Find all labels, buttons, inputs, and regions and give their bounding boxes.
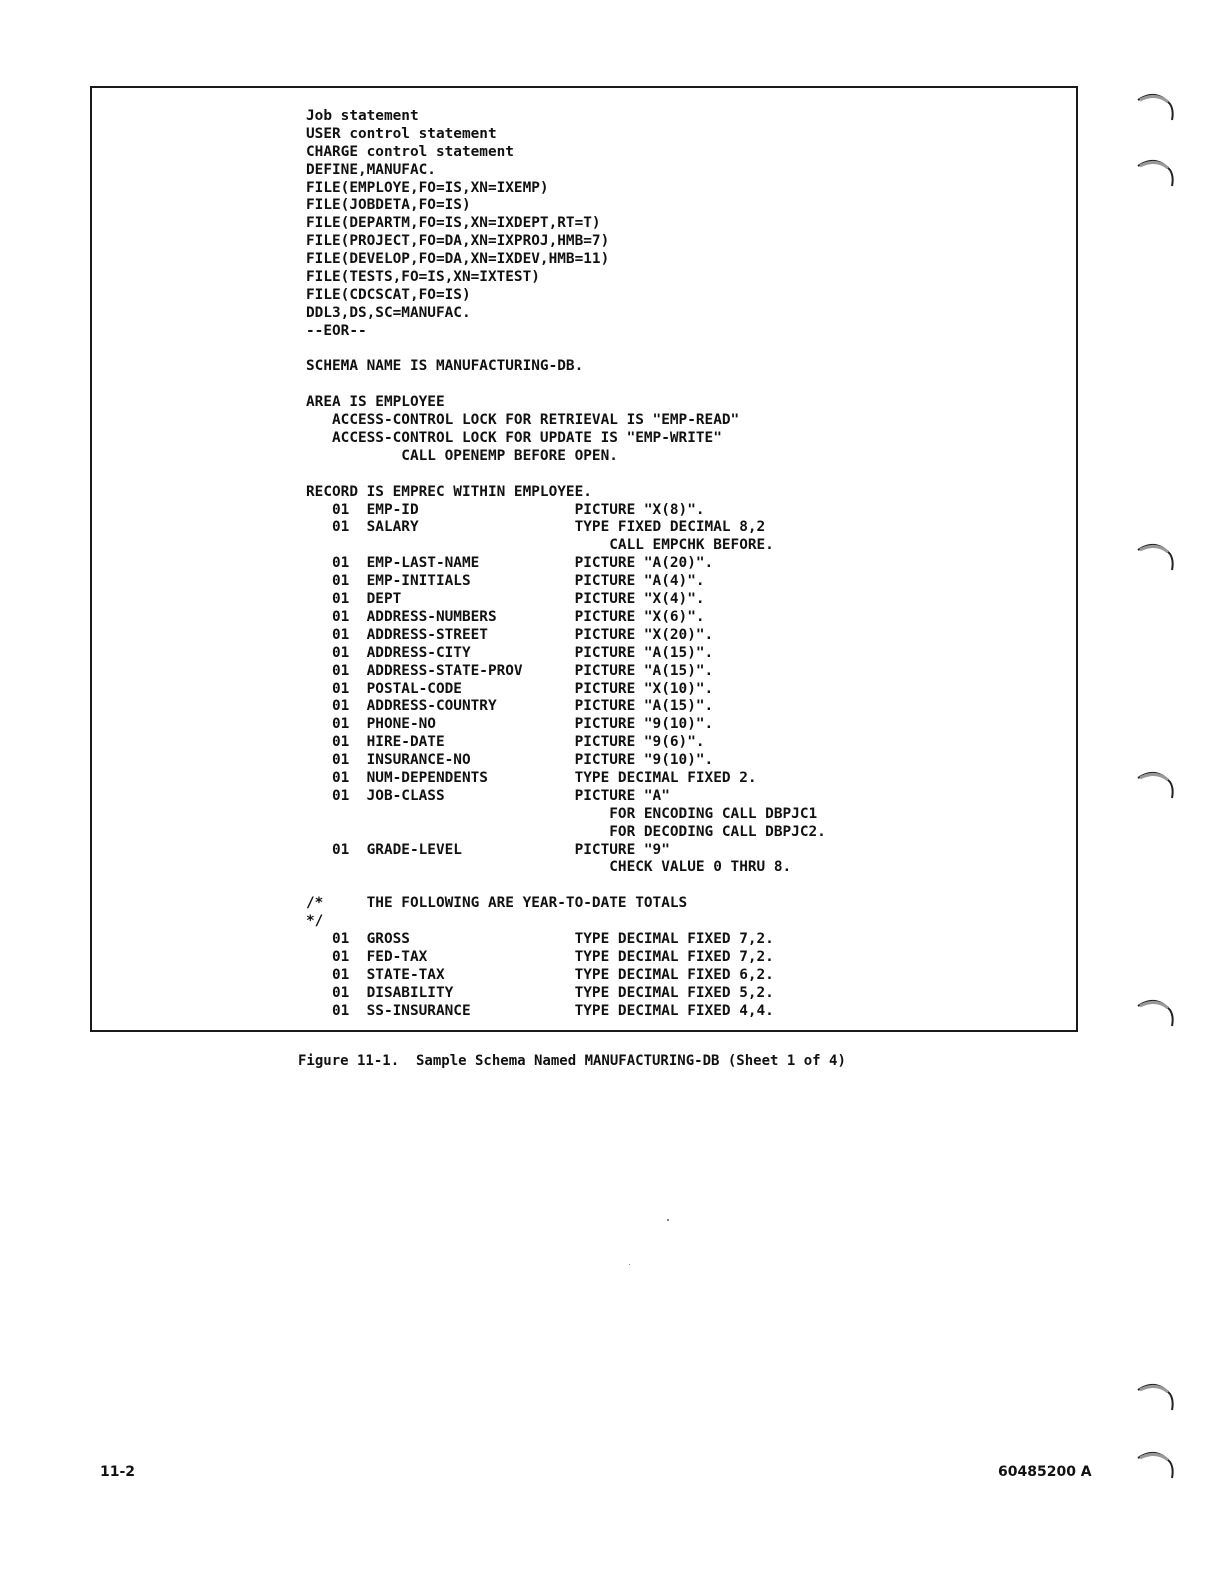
binder-ring-mark bbox=[1134, 1380, 1178, 1414]
code-line: RECORD IS EMPREC WITHIN EMPLOYEE. bbox=[306, 483, 592, 500]
code-line: 01 EMP-ID PICTURE "X(8)". bbox=[306, 501, 705, 518]
code-line: DDL3,DS,SC=MANUFAC. bbox=[306, 304, 471, 321]
code-line: ACCESS-CONTROL LOCK FOR RETRIEVAL IS "EMP-READ" bbox=[306, 412, 740, 429]
code-line: SCHEMA NAME IS MANUFACTURING-DB. bbox=[306, 358, 584, 375]
binder-ring-mark bbox=[1134, 90, 1178, 124]
code-line: 01 ADDRESS-CITY PICTURE "A(15)". bbox=[306, 644, 714, 661]
code-line: FILE(DEPARTM,FO=IS,XN=IXDEPT,RT=T) bbox=[306, 215, 601, 232]
code-line: FILE(CDCSCAT,FO=IS) bbox=[306, 286, 471, 303]
code-line: 01 ADDRESS-STREET PICTURE "X(20)". bbox=[306, 626, 714, 643]
binder-ring-mark bbox=[1134, 768, 1178, 802]
code-line: 01 ADDRESS-NUMBERS PICTURE "X(6)". bbox=[306, 608, 705, 625]
code-line: 01 EMP-INITIALS PICTURE "A(4)". bbox=[306, 573, 705, 590]
code-line: DEFINE,MANUFAC. bbox=[306, 161, 436, 178]
figure-caption: Figure 11-1. Sample Schema Named MANUFACTURING-DB (Sheet 1 of 4) bbox=[298, 1053, 846, 1069]
code-line: 01 INSURANCE-NO PICTURE "9(10)". bbox=[306, 752, 714, 769]
code-line: 01 GRADE-LEVEL PICTURE "9" bbox=[306, 841, 670, 858]
code-line: 01 ADDRESS-COUNTRY PICTURE "A(15)". bbox=[306, 698, 714, 715]
code-line: 01 JOB-CLASS PICTURE "A" bbox=[306, 787, 670, 804]
code-line: 01 EMP-LAST-NAME PICTURE "A(20)". bbox=[306, 555, 714, 572]
code-line: 01 DISABILITY TYPE DECIMAL FIXED 5,2. bbox=[306, 984, 774, 1001]
code-line: CHARGE control statement bbox=[306, 143, 514, 160]
page-number: 11-2 bbox=[100, 1464, 136, 1480]
code-line: --EOR-- bbox=[306, 322, 367, 339]
code-line: 01 PHONE-NO PICTURE "9(10)". bbox=[306, 716, 714, 733]
code-line: FOR DECODING CALL DBPJC2. bbox=[306, 823, 826, 840]
binder-ring-mark bbox=[1134, 996, 1178, 1030]
code-line: 01 HIRE-DATE PICTURE "9(6)". bbox=[306, 734, 705, 751]
binder-ring-mark bbox=[1134, 156, 1178, 190]
code-line bbox=[306, 341, 1046, 359]
code-line: 01 DEPT PICTURE "X(4)". bbox=[306, 591, 705, 608]
code-line: USER control statement bbox=[306, 125, 497, 142]
code-line: FILE(PROJECT,FO=DA,XN=IXPROJ,HMB=7) bbox=[306, 233, 610, 250]
code-line: 01 FED-TAX TYPE DECIMAL FIXED 7,2. bbox=[306, 948, 774, 965]
code-line: Job statement bbox=[306, 108, 419, 124]
code-line: FILE(JOBDETA,FO=IS) bbox=[306, 197, 471, 214]
code-line bbox=[306, 466, 1046, 484]
code-line: CALL EMPCHK BEFORE. bbox=[306, 537, 774, 554]
binder-ring-mark bbox=[1134, 1448, 1178, 1482]
scan-speck bbox=[629, 1264, 630, 1265]
document-number: 60485200 A bbox=[998, 1464, 1092, 1480]
code-line: 01 ADDRESS-STATE-PROV PICTURE "A(15)". bbox=[306, 662, 714, 679]
code-line bbox=[306, 877, 1046, 895]
code-line: CALL OPENEMP BEFORE OPEN. bbox=[306, 447, 618, 464]
code-line: 01 STATE-TAX TYPE DECIMAL FIXED 6,2. bbox=[306, 966, 774, 983]
code-line: 01 SALARY TYPE FIXED DECIMAL 8,2 bbox=[306, 519, 766, 536]
code-line: /* THE FOLLOWING ARE YEAR-TO-DATE TOTALS bbox=[306, 895, 688, 912]
code-line: 01 POSTAL-CODE PICTURE "X(10)". bbox=[306, 680, 714, 697]
code-line: 01 SS-INSURANCE TYPE DECIMAL FIXED 4,4. bbox=[306, 1002, 774, 1019]
binder-ring-mark bbox=[1134, 540, 1178, 574]
code-line: 01 NUM-DEPENDENTS TYPE DECIMAL FIXED 2. bbox=[306, 769, 757, 786]
code-line: FILE(DEVELOP,FO=DA,XN=IXDEV,HMB=11) bbox=[306, 251, 610, 268]
code-line: CHECK VALUE 0 THRU 8. bbox=[306, 859, 792, 876]
code-listing bbox=[306, 108, 1046, 1020]
code-line: FILE(TESTS,FO=IS,XN=IXTEST) bbox=[306, 269, 540, 286]
code-line: FILE(EMPLOYE,FO=IS,XN=IXEMP) bbox=[306, 179, 549, 196]
code-line: AREA IS EMPLOYEE bbox=[306, 394, 445, 411]
code-line: 01 GROSS TYPE DECIMAL FIXED 7,2. bbox=[306, 930, 774, 947]
code-line: ACCESS-CONTROL LOCK FOR UPDATE IS "EMP-WRITE" bbox=[306, 430, 722, 447]
code-line: FOR ENCODING CALL DBPJC1 bbox=[306, 805, 818, 822]
code-line bbox=[306, 376, 1046, 394]
code-line: */ bbox=[306, 913, 324, 930]
scan-speck bbox=[667, 1219, 669, 1221]
